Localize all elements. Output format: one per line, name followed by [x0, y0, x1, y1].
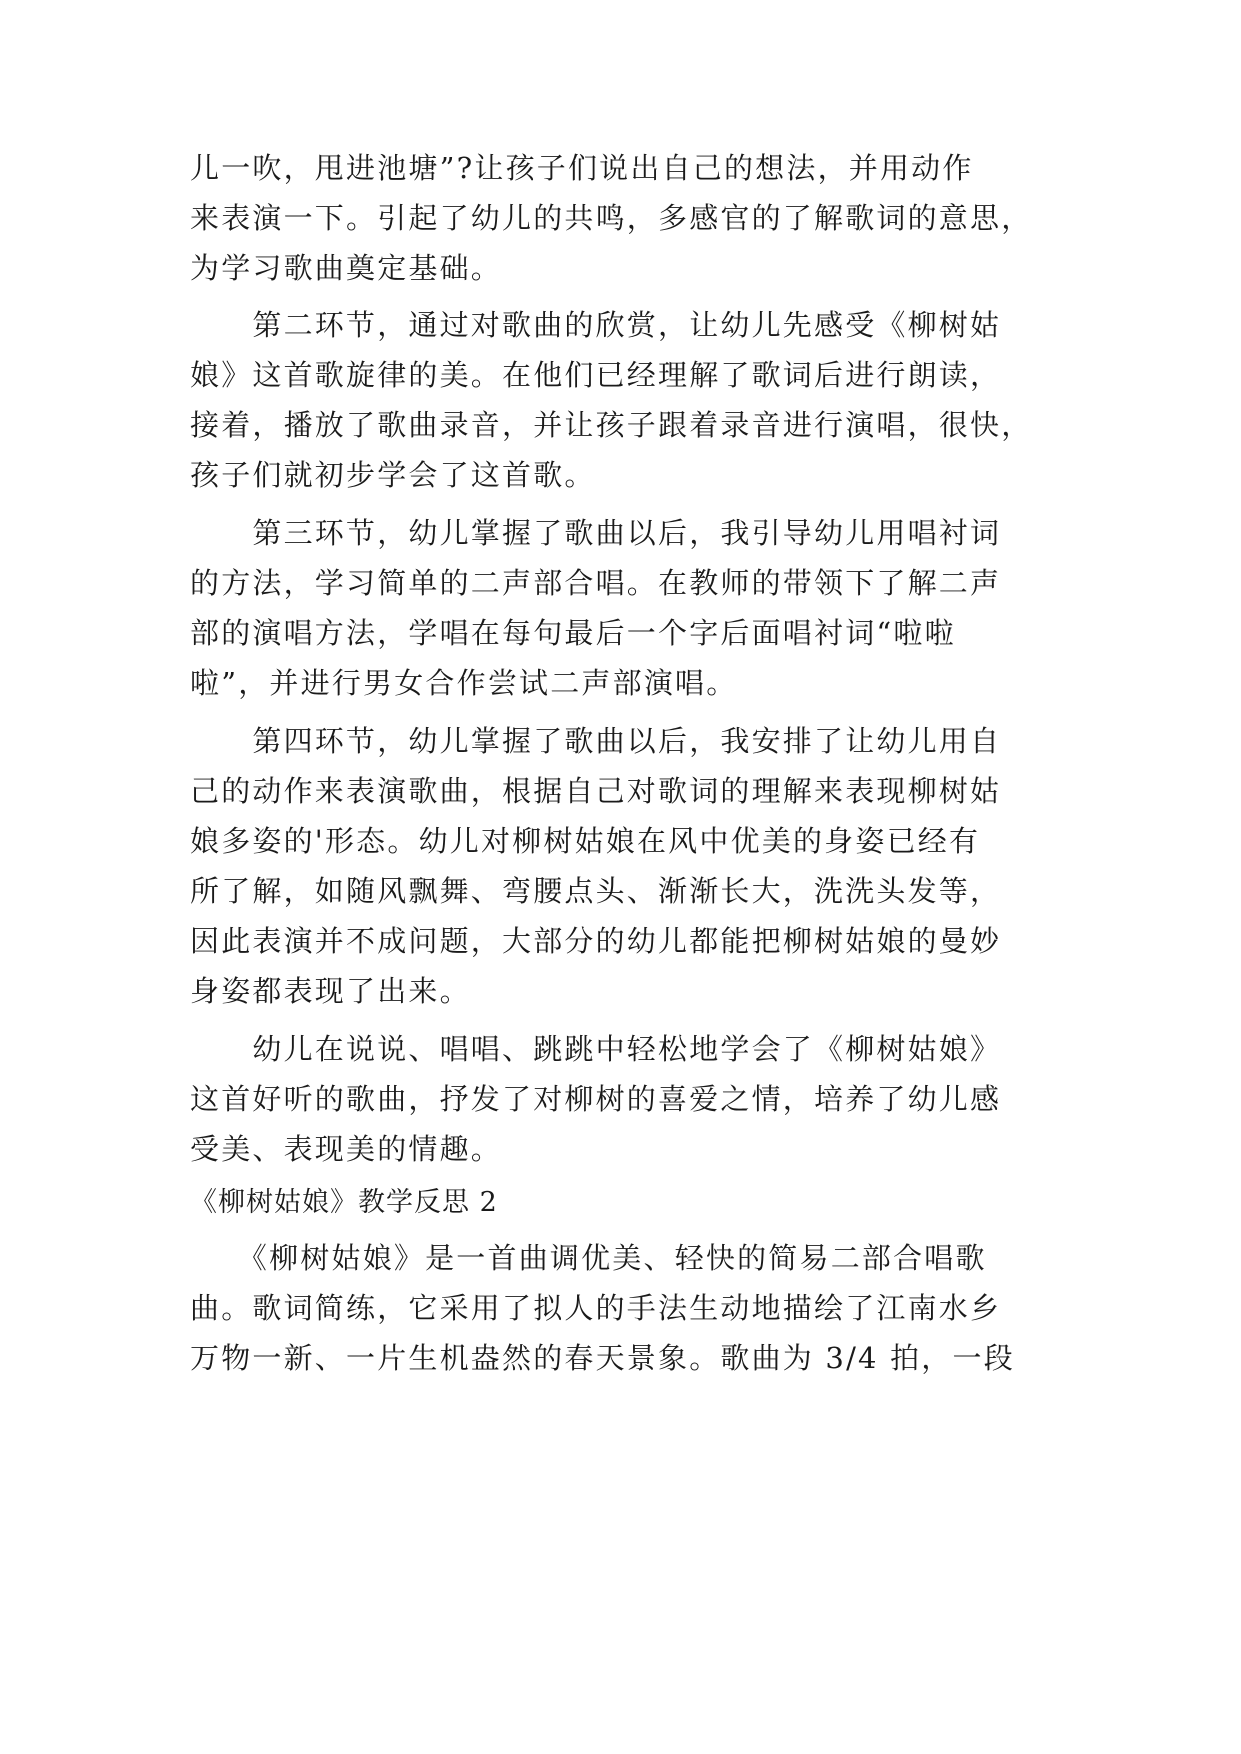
body-text-line: 娘多姿的'形态。幼儿对柳树姑娘在风中优美的身姿已经有: [190, 824, 981, 858]
body-text-line: 受美、表现美的情趣。: [190, 1132, 503, 1166]
section-heading: 《柳树姑娘》教学反思 2: [190, 1187, 498, 1218]
body-text-line: 第四环节，幼儿掌握了歌曲以后，我安排了让幼儿用自: [190, 724, 1002, 758]
body-text-line: 部的演唱方法，学唱在每句最后一个字后面唱衬词“啦啦: [190, 616, 956, 650]
body-text-line: 万物一新、一片生机盎然的春天景象。歌曲为 3/4 拍，一段: [190, 1341, 1015, 1375]
body-text-line: 娘》这首歌旋律的美。在他们已经理解了歌词后进行朗读，: [190, 358, 1002, 392]
body-text-line: 这首好听的歌曲，抒发了对柳树的喜爱之情，培养了幼儿感: [190, 1082, 1002, 1116]
body-text-line: 第三环节，幼儿掌握了歌曲以后，我引导幼儿用唱衬词: [190, 516, 1002, 550]
body-text-line: 身姿都表现了出来。: [190, 974, 471, 1008]
body-text-line: 第二环节，通过对歌曲的欣赏，让幼儿先感受《柳树姑: [190, 308, 1002, 342]
body-text-line: 曲。歌词简练，它采用了拟人的手法生动地描绘了江南水乡: [190, 1291, 1002, 1325]
body-text-line: 幼儿在说说、唱唱、跳跳中轻松地学会了《柳树姑娘》: [190, 1032, 1002, 1066]
body-text-line: 己的动作来表演歌曲，根据自己对歌词的理解来表现柳树姑: [190, 774, 1002, 808]
body-text-line: 因此表演并不成问题，大部分的幼儿都能把柳树姑娘的曼妙: [190, 924, 1002, 958]
body-text-line: 为学习歌曲奠定基础。: [190, 251, 503, 285]
body-text-line: 孩子们就初步学会了这首歌。: [190, 458, 596, 492]
body-text-line: 接着，播放了歌曲录音，并让孩子跟着录音进行演唱，很快，: [190, 408, 1033, 442]
body-text-line: 所了解，如随风飘舞、弯腰点头、渐渐长大，洗洗头发等，: [190, 874, 1002, 908]
body-text-line: 《柳树姑娘》是一首曲调优美、轻快的简易二部合唱歌: [190, 1241, 987, 1275]
body-text-line: 啦”，并进行男女合作尝试二声部演唱。: [190, 666, 738, 700]
body-text-line: 来表演一下。引起了幼儿的共鸣，多感官的了解歌词的意思，: [190, 201, 1033, 235]
body-text-line: 的方法，学习简单的二声部合唱。在教师的带领下了解二声: [190, 566, 1002, 600]
body-text-line: 儿一吹，甩进池塘”?让孩子们说出自己的想法，并用动作: [190, 151, 974, 185]
